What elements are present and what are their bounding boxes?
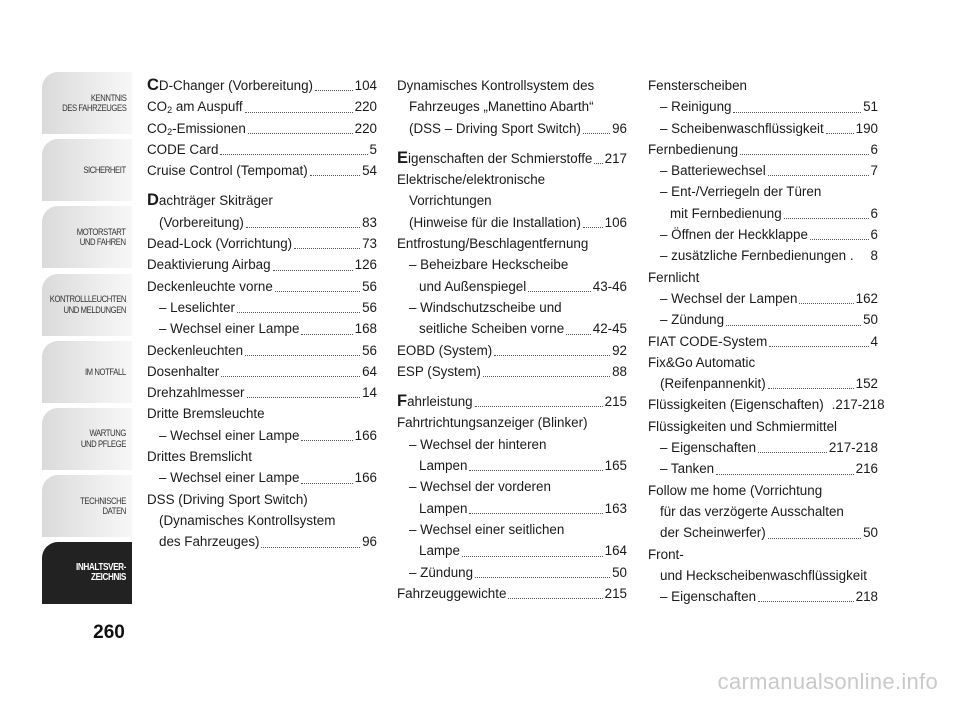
index-subentry	[648, 288, 878, 309]
entry-title: des Fahrzeuges)	[159, 534, 260, 550]
entry-title: Dead-Lock (Vorrichtung)	[147, 236, 293, 252]
entry-page: 215	[604, 394, 627, 410]
entry-title: Drehzahlmesser	[147, 385, 245, 401]
subscript: 2	[167, 105, 173, 116]
entry-page: 217-218	[828, 440, 878, 456]
entry-title: Fahrzeuggewichte	[397, 585, 507, 601]
entry-page: 64	[362, 363, 377, 379]
index-entry	[397, 148, 627, 169]
entry-page: 73	[362, 236, 377, 252]
index-subentry	[648, 458, 878, 479]
tab-label: WARTUNG UND PFLEGE	[80, 427, 126, 449]
index-subentry-continued	[397, 498, 627, 519]
entry-page: 217	[604, 150, 627, 166]
entry-page: 56	[362, 278, 377, 294]
index-entry	[147, 96, 377, 117]
index-entry	[147, 254, 377, 275]
index-subentry-continued	[397, 540, 627, 561]
entry-page: 163	[604, 500, 627, 516]
tab-label: INHALTSVER- ZEICHNIS	[75, 561, 126, 584]
entry-page: 216	[855, 461, 878, 477]
index-entry	[147, 340, 377, 361]
index-entry: Fensterscheiben	[648, 78, 747, 93]
index-subentry: – Wechsel der vorderen	[409, 479, 551, 495]
entry-title: Dosenhalter	[147, 363, 220, 379]
entry-title: – Zündung	[660, 312, 725, 328]
entry-title: EOBD (System)	[397, 342, 493, 358]
tab-technische-daten[interactable]	[42, 475, 132, 537]
index-entry	[397, 340, 627, 361]
entry-title: FIAT CODE-System	[648, 333, 768, 349]
entry-page: 14	[362, 385, 377, 401]
entry-title: – Scheibenwaschflüssigkeit	[660, 120, 824, 136]
subscript: 2	[167, 126, 173, 137]
entry-page: 50	[863, 525, 878, 541]
index-subentry: – Ent-/Verriegeln der Türen	[660, 184, 822, 200]
entry-page: 96	[362, 534, 377, 550]
index-subentry	[648, 96, 878, 117]
entry-title: (Hinweise für die Installation)	[409, 214, 581, 230]
entry-title: der Scheinwerfer)	[660, 525, 766, 541]
entry-title: (Vorbereitung)	[159, 214, 244, 230]
index-entry	[147, 75, 377, 96]
watermark: carmanualsonline.info	[717, 669, 938, 694]
index-entry	[147, 233, 377, 254]
entry-title: igenschaften der Schmierstoffe	[408, 150, 593, 166]
section-initial: F	[397, 392, 408, 411]
index-subentry	[648, 586, 878, 607]
entry-title: Lampen	[419, 500, 468, 516]
entry-title: CO	[147, 99, 168, 115]
entry-page: 6	[870, 205, 878, 221]
index-subentry-continued	[397, 455, 627, 476]
section-initial: C	[147, 76, 159, 94]
entry-title: – Wechsel einer Lampe	[159, 470, 300, 486]
entry-page: 4	[870, 333, 878, 349]
entry-title: und Außenspiegel	[419, 278, 527, 294]
index-entry	[147, 190, 377, 211]
tab-label: SICHERHEIT	[83, 163, 126, 175]
entry-title: CO	[147, 120, 168, 136]
entry-page: .217-218	[831, 397, 885, 413]
index-entry-continued: Fahrzeuges „Manettino Abarth“	[409, 99, 594, 115]
index-entry: Elektrische/elektronische	[397, 172, 546, 188]
index-subentry: – Wechsel einer seitlichen	[409, 521, 565, 537]
entry-title: seitliche Scheiben vorne	[419, 321, 565, 337]
entry-page: 152	[855, 376, 878, 392]
index-subentry	[648, 224, 878, 245]
index-entry-continued	[648, 373, 878, 394]
entry-page: 220	[354, 120, 377, 136]
entry-title: – Öffnen der Heckklappe	[660, 227, 808, 243]
index-entry-continued	[397, 212, 627, 233]
entry-title: – Reinigung	[660, 99, 732, 115]
tab-label: IM NOTFALL	[85, 365, 126, 377]
index-entry	[147, 160, 377, 181]
tab-kenntnis[interactable]	[42, 72, 132, 134]
index-entry: DSS (Driving Sport Switch)	[147, 491, 308, 507]
section-initial: D	[147, 191, 159, 210]
entry-page: 168	[354, 321, 377, 337]
tab-label: TECHNISCHE DATEN	[80, 494, 126, 517]
index-subentry	[147, 297, 377, 318]
tab-sicherheit[interactable]	[42, 139, 132, 201]
entry-page: 166	[354, 470, 377, 486]
index-entry-continued	[397, 118, 627, 139]
entry-title: Lampen	[419, 458, 468, 474]
entry-title: – Wechsel der Lampen	[660, 290, 798, 306]
index-entry: Drittes Bremslicht	[147, 449, 252, 465]
entry-title: – Eigenschaften	[660, 589, 757, 605]
entry-page: 106	[604, 214, 627, 230]
index-column-2	[397, 75, 627, 604]
tab-notfall[interactable]	[42, 341, 132, 403]
index-subentry	[648, 437, 878, 458]
chapter-tabs	[42, 72, 132, 610]
entry-title: Flüssigkeiten (Eigenschaften)	[648, 397, 824, 413]
entry-page: 162	[855, 290, 878, 306]
entry-title: Lampe	[419, 543, 460, 559]
index-subentry	[648, 118, 878, 139]
entry-title: – Leselichter	[159, 299, 235, 315]
tab-inhaltsverzeichnis[interactable]	[42, 542, 132, 604]
index-entry: Fix&Go Automatic	[648, 354, 756, 370]
entry-page: 6	[870, 141, 878, 157]
index-entry	[397, 391, 627, 412]
entry-title: achträger Skiträger	[158, 193, 273, 209]
index-entry-continued	[648, 522, 878, 543]
entry-page: 54	[362, 163, 377, 179]
index-subentry: – Beheizbare Heckscheibe	[409, 257, 569, 273]
index-subentry: – Wechsel der hinteren	[409, 436, 547, 452]
tab-wartung[interactable]	[42, 408, 132, 470]
index-subentry	[147, 212, 377, 233]
entry-title: – Tanken	[660, 461, 715, 477]
index-subentry: – Windschutzscheibe und	[409, 299, 562, 315]
entry-title: – Eigenschaften	[660, 440, 757, 456]
tab-label: KENNTNIS DES FAHRZEUGES	[61, 91, 126, 113]
entry-page: 166	[354, 427, 377, 443]
index-entry-continued: und Heckscheibenwaschflüssigkeit	[660, 567, 867, 583]
entry-title: -Emissionen	[172, 120, 246, 136]
entry-page: 50	[863, 312, 878, 328]
entry-page: 8	[870, 248, 878, 264]
index-entry: Fahrtrichtungsanzeiger (Blinker)	[397, 415, 588, 431]
tab-label: KONTROLLLEUCHTEN UND MELDUNGEN	[49, 293, 126, 315]
index-entry: Follow me home (Vorrichtung	[648, 482, 823, 498]
index-entry-continued	[147, 531, 377, 552]
entry-page: 215	[604, 585, 627, 601]
index-subentry-continued	[397, 318, 627, 339]
entry-page: 88	[612, 363, 627, 379]
entry-page: 126	[354, 257, 377, 273]
entry-title: (Reifenpannenkit)	[660, 376, 766, 392]
index-entry: Fernlicht	[648, 269, 700, 285]
entry-page: 56	[362, 299, 377, 315]
entry-title: Deckenleuchte vorne	[147, 278, 273, 294]
entry-title: – Wechsel einer Lampe	[159, 427, 300, 443]
section-initial: E	[397, 148, 409, 167]
index-subentry	[648, 245, 878, 266]
entry-title: Deaktivierung Airbag	[147, 257, 271, 273]
entry-title: CODE Card	[147, 141, 219, 157]
entry-title: – Zündung	[409, 564, 474, 580]
index-subentry	[648, 309, 878, 330]
entry-page: 43-46	[592, 278, 627, 294]
entry-page: 165	[604, 458, 627, 474]
index-entry: Entfrostung/Beschlagentfernung	[397, 236, 589, 252]
entry-title: am Auspuff	[172, 99, 243, 115]
entry-page: 42-45	[592, 321, 627, 337]
index-subentry	[397, 562, 627, 583]
entry-page: 7	[870, 163, 878, 179]
entry-title: – Wechsel einer Lampe	[159, 321, 300, 337]
entry-page: 218	[855, 589, 878, 605]
index-subentry	[147, 467, 377, 488]
entry-page: 50	[612, 564, 627, 580]
entry-page: 190	[855, 120, 878, 136]
index-entry	[648, 331, 878, 352]
index-subentry	[648, 160, 878, 181]
index-entry	[648, 394, 885, 415]
entry-page: 56	[362, 342, 377, 358]
index-entry-continued: für das verzögerte Ausschalten	[660, 503, 844, 519]
entry-title: D-Changer (Vorbereitung)	[158, 78, 313, 93]
index-subentry-continued	[397, 276, 627, 297]
page-number: 260	[93, 622, 125, 643]
index-entry-continued: (Dynamisches Kontrollsystem	[159, 512, 336, 528]
entry-page: 104	[354, 78, 377, 93]
index-subentry-continued	[648, 203, 878, 224]
index-column-3	[648, 75, 885, 607]
entry-title: Cruise Control (Tempomat)	[147, 163, 308, 179]
tab-label: MOTORSTART UND FAHREN	[77, 225, 126, 248]
index-entry-continued: Vorrichtungen	[409, 193, 492, 209]
index-entry: Front-	[648, 546, 684, 562]
index-entry: Flüssigkeiten und Schmiermittel	[648, 418, 838, 434]
entry-page: 6	[870, 227, 878, 243]
index-entry	[397, 583, 627, 604]
entry-page: 96	[612, 120, 627, 136]
entry-page: 164	[604, 543, 627, 559]
entry-title: ESP (System)	[397, 363, 481, 379]
entry-title: (DSS – Driving Sport Switch)	[409, 120, 581, 136]
index-entry	[147, 276, 377, 297]
entry-page: 51	[863, 99, 878, 115]
tab-kontrollleuchten[interactable]	[42, 274, 132, 336]
index-entry	[147, 382, 377, 403]
entry-page: 220	[354, 99, 377, 115]
entry-title: – zusätzliche Fernbedienungen .	[660, 248, 854, 264]
entry-title: ahrleistung	[407, 394, 473, 410]
entry-page: 92	[612, 342, 627, 358]
index-entry	[147, 139, 377, 160]
tab-motorstart[interactable]	[42, 206, 132, 268]
index-entry: Dynamisches Kontrollsystem des	[397, 78, 595, 93]
index-entry	[147, 118, 377, 139]
index-entry	[147, 361, 377, 382]
index-entry	[648, 139, 878, 160]
entry-title: – Batteriewechsel	[660, 163, 766, 179]
index-entry: Dritte Bremsleuchte	[147, 406, 265, 422]
entry-page: 5	[369, 141, 377, 157]
entry-page: 83	[362, 214, 377, 230]
index-column-1	[147, 75, 377, 553]
index-subentry	[147, 425, 377, 446]
entry-title: Fernbedienung	[648, 141, 739, 157]
entry-title: mit Fernbedienung	[670, 205, 782, 221]
entry-title: Deckenleuchten	[147, 342, 244, 358]
index-entry	[397, 361, 627, 382]
index-subentry	[147, 318, 377, 339]
